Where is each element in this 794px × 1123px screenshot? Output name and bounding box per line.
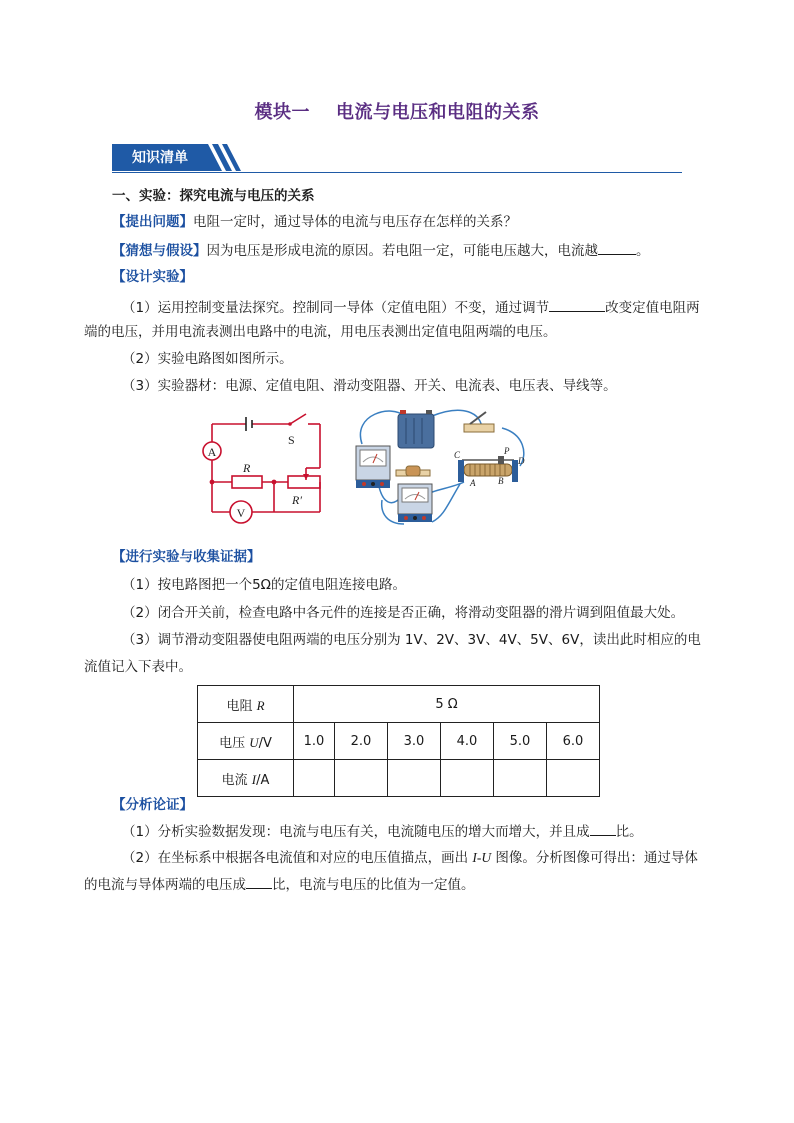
meter-bottom-icon xyxy=(398,484,432,522)
design-blank xyxy=(549,297,605,312)
banner-rule xyxy=(112,172,682,173)
analysis-step-2-a: （2）在坐标系中根据各电流值和对应的电压值描点，画出 xyxy=(122,850,473,866)
banner-label: 知识清单 xyxy=(132,150,188,166)
current-label: 电流 xyxy=(221,772,252,788)
procedure-step-3-cont: 流值记入下表中。 xyxy=(84,659,192,675)
table-cell: 5.0 xyxy=(494,723,547,760)
iu-symbol: I-U xyxy=(472,850,492,865)
ammeter-label: A xyxy=(207,445,217,459)
analysis-blank-1 xyxy=(590,821,616,836)
table-cell-empty xyxy=(494,760,547,797)
table-cell-resistance-value: 5 Ω xyxy=(294,686,600,723)
procedure-step-3: （3）调节滑动变阻器使电阻两端的电压分别为 1V、2V、3V、4V、5V、6V，读出此时相应的电 xyxy=(122,632,701,648)
analysis-step-2-c: 的电流与导体两端的电压成 xyxy=(84,877,246,893)
question-tag: 【提出问题】 xyxy=(112,214,193,230)
voltmeter-label: V xyxy=(236,506,246,520)
analysis-step-1-a: （1）分析实验数据发现：电流与电压有关，电流随电压的增大而增大，并且成 xyxy=(122,824,590,840)
table-cell-empty xyxy=(547,760,600,797)
analysis-blank-2 xyxy=(246,874,272,889)
question-text: 电阻一定时，通过导体的电流与电压存在怎样的关系？ xyxy=(193,214,517,230)
procedure-step-2: （2）闭合开关前，检查电路中各元件的连接是否正确，将滑动变阻器的滑片调到阻值最大处。 xyxy=(122,605,685,621)
hypothesis-text: 因为电压是形成电流的原因。若电阻一定，可能电压越大，电流越 xyxy=(206,243,598,259)
table-row xyxy=(198,723,600,760)
analysis-step-1-b: 比。 xyxy=(615,824,643,840)
current-unit: /A xyxy=(256,772,270,788)
resistance-symbol: R xyxy=(256,697,265,713)
analysis-step-2-b: 图像。分析图像可得出：通过导体 xyxy=(491,850,698,866)
apparatus-label-c: C xyxy=(454,450,461,460)
table-header-voltage xyxy=(198,723,294,760)
resistor-label: R xyxy=(243,461,251,475)
switch-label: S xyxy=(288,433,295,447)
section-heading: 一、实验：探究电流与电压的关系 xyxy=(112,188,315,204)
apparatus-label-b: B xyxy=(498,476,504,486)
procedure-tag-text: 【进行实验与收集证据】 xyxy=(112,549,261,565)
question-paragraph xyxy=(112,212,517,232)
data-table xyxy=(197,685,600,797)
design-tag-text: 【设计实验】 xyxy=(112,269,193,285)
table-row xyxy=(198,760,600,797)
table-cell-empty xyxy=(294,760,335,797)
design-step-1-b: 改变定值电阻两 xyxy=(605,300,700,316)
page-title xyxy=(0,98,794,124)
apparatus-label-d: D xyxy=(518,456,525,466)
table-row xyxy=(198,686,600,723)
voltage-symbol: U xyxy=(249,734,259,750)
analysis-tag-text: 【分析论证】 xyxy=(112,797,193,813)
voltage-label: 电压 xyxy=(219,735,250,751)
table-cell-empty xyxy=(388,760,441,797)
title-part-2: 电流与电压和电阻的关系 xyxy=(336,102,540,123)
analysis-tag xyxy=(112,795,193,815)
design-step-1-a: （1）运用控制变量法探究。控制同一导体（定值电阻）不变，通过调节 xyxy=(122,300,550,316)
analysis-step-1 xyxy=(122,821,643,842)
table-cell: 2.0 xyxy=(335,723,388,760)
apparatus-illustration xyxy=(352,404,534,534)
hypothesis-blank xyxy=(598,240,636,255)
apparatus-label-a: A xyxy=(470,478,476,488)
meter-left-icon xyxy=(356,446,390,488)
hypothesis-end: 。 xyxy=(636,243,650,259)
current-symbol: I xyxy=(251,771,257,787)
apparatus-label-p: P xyxy=(504,446,510,456)
design-step-2: （2）实验电路图如图所示。 xyxy=(122,351,293,367)
procedure-step-1: （1）按电路图把一个5Ω的定值电阻连接电路。 xyxy=(122,577,406,593)
resistor-icon xyxy=(396,466,430,476)
circuit-diagram xyxy=(196,412,328,530)
design-tag xyxy=(112,267,193,287)
battery-icon xyxy=(398,410,434,448)
table-cell-empty xyxy=(335,760,388,797)
procedure-tag xyxy=(112,547,261,567)
switch-icon xyxy=(464,412,494,432)
analysis-step-2-cont xyxy=(84,874,475,895)
hypothesis-tag: 【猜想与假设】 xyxy=(112,243,207,259)
voltage-unit: /V xyxy=(258,735,272,751)
table-header-resistance xyxy=(198,686,294,723)
design-step-1 xyxy=(122,297,700,318)
title-part-1: 模块一 xyxy=(254,102,310,123)
analysis-step-2 xyxy=(122,848,698,868)
hypothesis-paragraph xyxy=(112,240,650,261)
resistance-label: 电阻 xyxy=(226,698,257,714)
design-step-3: （3）实验器材：电源、定值电阻、滑动变阻器、开关、电流表、电压表、导线等。 xyxy=(122,378,617,394)
analysis-step-2-d: 比，电流与电压的比值为一定值。 xyxy=(272,877,475,893)
rheostat-label: R′ xyxy=(292,493,302,507)
rheostat-icon xyxy=(458,456,518,482)
table-header-current xyxy=(198,760,294,797)
table-cell: 3.0 xyxy=(388,723,441,760)
table-cell-empty xyxy=(441,760,494,797)
table-cell: 1.0 xyxy=(294,723,335,760)
table-cell: 6.0 xyxy=(547,723,600,760)
design-step-1-cont: 端的电压，并用电流表测出电路中的电流，用电压表测出定值电阻两端的电压。 xyxy=(84,324,557,340)
table-cell: 4.0 xyxy=(441,723,494,760)
